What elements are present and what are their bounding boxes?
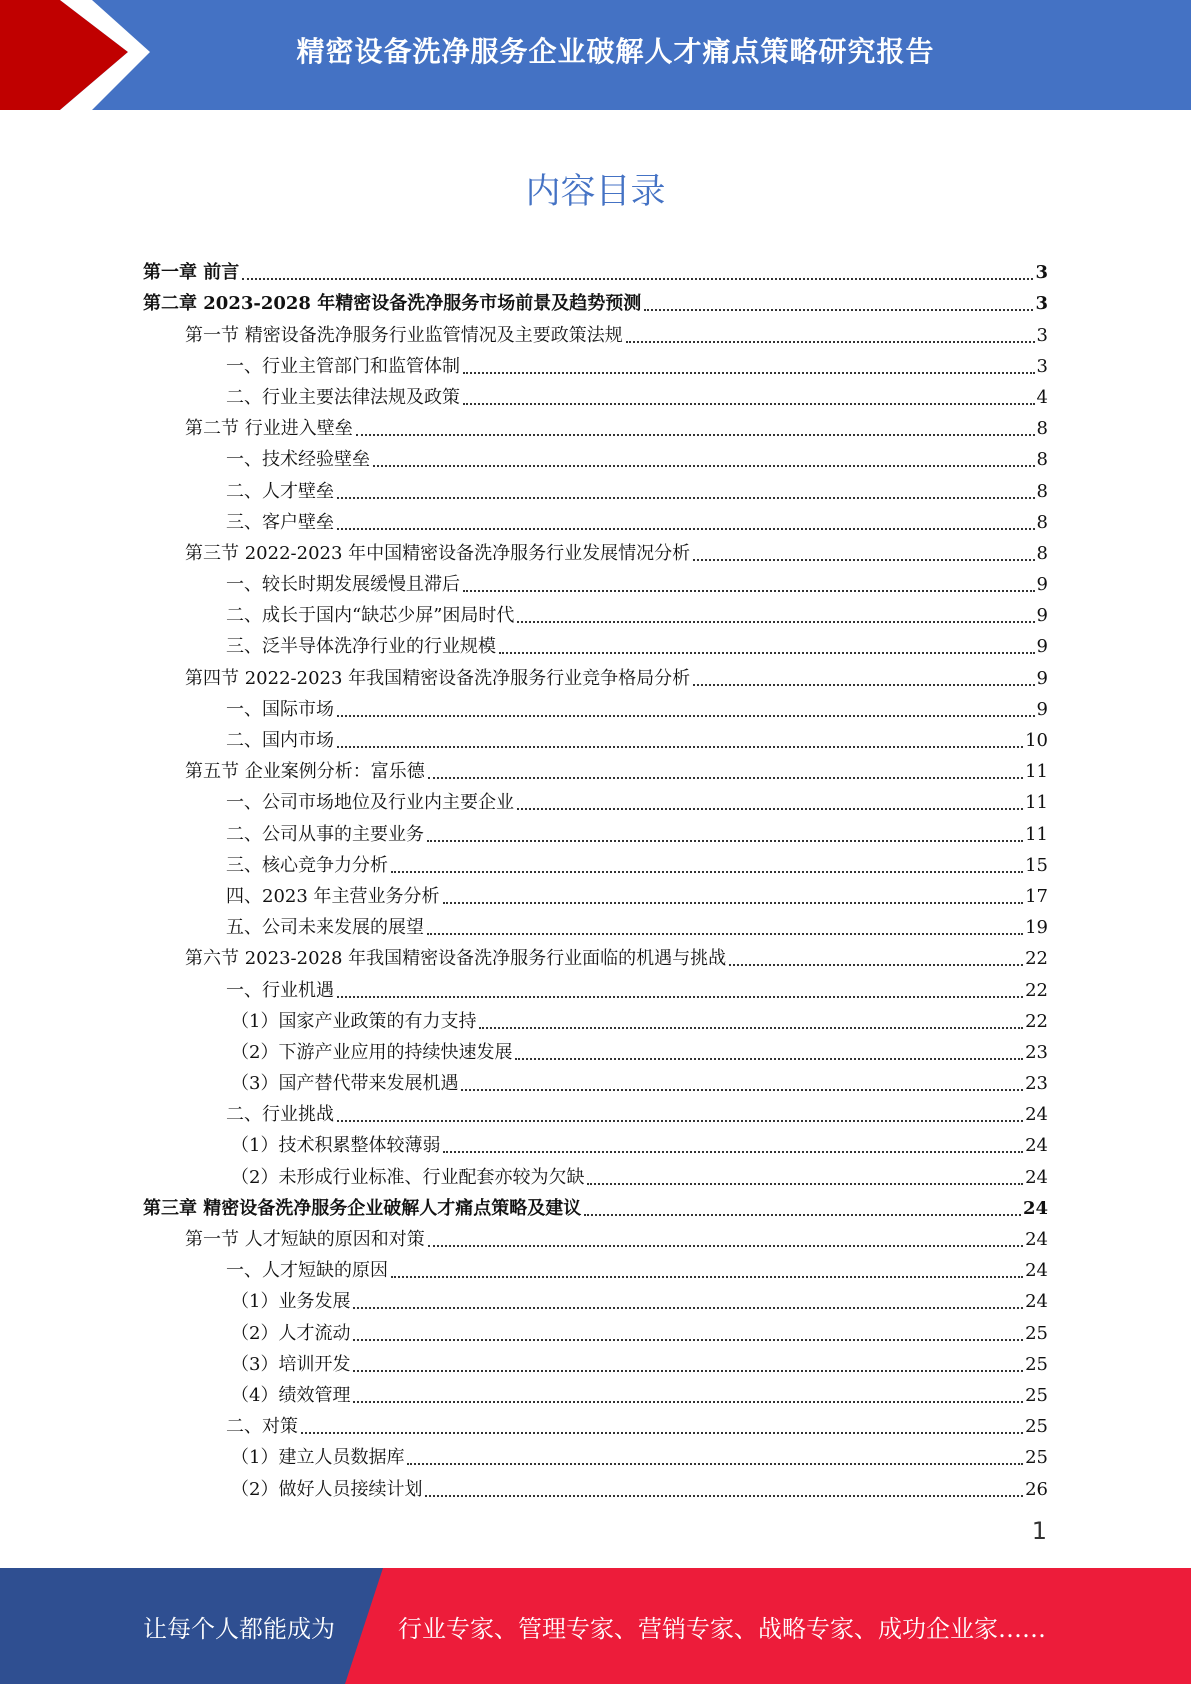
toc-entry[interactable] <box>143 658 1048 689</box>
toc-entry[interactable] <box>143 1438 1048 1469</box>
toc-entry[interactable] <box>143 1251 1048 1282</box>
toc-dot-leader <box>337 996 1023 998</box>
toc-entry-label: 一、较长时期发展缓慢且滞后 <box>226 574 460 596</box>
toc-entry[interactable] <box>143 1220 1048 1251</box>
toc-entry-label: 二、公司从事的主要业务 <box>226 823 424 845</box>
toc-entry[interactable] <box>143 1282 1048 1313</box>
toc-entry[interactable] <box>143 1157 1048 1188</box>
toc-entry-page: 17 <box>1025 885 1048 907</box>
toc-entry-label: 二、行业挑战 <box>226 1104 334 1126</box>
toc-dot-leader <box>463 403 1035 405</box>
toc-entry-page: 9 <box>1036 574 1048 596</box>
toc-entry-page: 25 <box>1025 1447 1048 1469</box>
toc-dot-leader <box>301 1432 1023 1434</box>
toc-entry[interactable] <box>143 846 1048 877</box>
toc-dot-leader <box>515 1058 1023 1060</box>
toc-entry-label: 四、2023 年主营业务分析 <box>226 885 440 907</box>
page-header <box>0 0 1191 110</box>
toc-entry-page: 3 <box>1035 293 1048 315</box>
toc-entry[interactable] <box>143 752 1048 783</box>
toc-entry-label: 三、客户壁垒 <box>226 511 334 533</box>
toc-entry-page: 8 <box>1036 542 1048 564</box>
footer-slogan-right: 行业专家、管理专家、营销专家、战略专家、成功企业家…… <box>398 1614 1046 1643</box>
toc-entry-page: 9 <box>1036 636 1048 658</box>
toc-entry-label: 二、国内市场 <box>226 730 334 751</box>
toc-dot-leader <box>626 341 1035 343</box>
footer-slogan-left: 让每个人都能成为 <box>143 1614 335 1643</box>
toc-dot-leader <box>356 434 1035 436</box>
toc-entry-page: 8 <box>1036 449 1048 471</box>
report-title: 精密设备洗净服务企业破解人才痛点策略研究报告 <box>296 35 935 68</box>
toc-entry-label: （3）国产替代带来发展机遇 <box>231 1073 459 1095</box>
toc-entry[interactable] <box>143 690 1048 721</box>
toc-dot-leader <box>337 1120 1023 1122</box>
toc-entry[interactable] <box>143 970 1048 1001</box>
toc-dot-leader <box>587 1183 1023 1185</box>
toc-entry-label: 二、人才壁垒 <box>226 480 334 502</box>
toc-entry-page: 22 <box>1025 979 1048 1001</box>
toc-dot-leader <box>353 1339 1023 1341</box>
toc-entry-label: 第二节 行业进入壁垒 <box>185 418 353 440</box>
toc-dot-leader <box>337 715 1035 717</box>
toc-entry[interactable] <box>143 1313 1048 1344</box>
toc-entry-page: 25 <box>1025 1416 1048 1438</box>
toc-entry-page: 11 <box>1025 761 1048 783</box>
toc-entry-label: （1）技术积累整体较薄弱 <box>231 1135 441 1157</box>
toc-entry-label: （2）未形成行业标准、行业配套亦较为欠缺 <box>231 1166 585 1188</box>
toc-dot-leader <box>644 309 1033 311</box>
toc-entry[interactable] <box>143 284 1048 315</box>
toc-dot-leader <box>391 871 1023 873</box>
toc-dot-leader <box>353 1307 1023 1309</box>
toc-entry[interactable] <box>143 409 1048 440</box>
toc-dot-leader <box>337 497 1035 499</box>
toc-entry[interactable] <box>143 814 1048 845</box>
toc-entry[interactable] <box>143 908 1048 939</box>
toc-entry-page: 11 <box>1025 792 1048 814</box>
toc-entry[interactable] <box>143 721 1048 752</box>
toc-dot-leader <box>407 1463 1023 1465</box>
toc-entry[interactable] <box>143 253 1048 284</box>
toc-entry-label: 第三章 精密设备洗净服务企业破解人才痛点策略及建议 <box>143 1197 582 1219</box>
toc-entry-label: （1）业务发展 <box>231 1291 351 1313</box>
toc-entry-label: 一、技术经验壁垒 <box>226 449 370 471</box>
toc-entry-label: 第一章 前言 <box>143 262 240 284</box>
toc-entry-page: 25 <box>1025 1322 1048 1344</box>
toc-entry[interactable] <box>143 315 1048 346</box>
page-number: 1 <box>1031 1517 1047 1545</box>
toc-entry-label: 二、行业主要法律法规及政策 <box>226 386 460 408</box>
toc-dot-leader <box>428 777 1023 779</box>
toc-dot-leader <box>479 1027 1023 1029</box>
toc-entry[interactable] <box>143 534 1048 565</box>
toc-entry-label: 三、泛半导体洗净行业的行业规模 <box>226 636 496 658</box>
page-footer <box>0 1568 1191 1684</box>
toc-entry-page: 11 <box>1025 823 1048 845</box>
toc-entry-label: 一、国际市场 <box>226 698 334 720</box>
toc-dot-leader <box>443 902 1024 904</box>
toc-entry-label: （2）下游产业应用的持续快速发展 <box>231 1041 513 1063</box>
toc-entry-label: 第五节 企业案例分析：富乐德 <box>185 761 425 783</box>
toc-entry-page: 23 <box>1025 1041 1048 1063</box>
toc-entry-page: 3 <box>1036 324 1048 346</box>
table-of-contents <box>143 253 1048 1501</box>
toc-entry-page: 15 <box>1025 854 1048 876</box>
toc-entry[interactable] <box>143 503 1048 534</box>
toc-entry-page: 4 <box>1036 386 1048 408</box>
toc-dot-leader <box>693 684 1034 686</box>
toc-entry[interactable] <box>143 347 1048 378</box>
toc-dot-leader <box>337 528 1035 530</box>
toc-entry-page: 9 <box>1036 667 1048 689</box>
toc-entry-page: 22 <box>1025 1010 1048 1032</box>
toc-entry-label: 第六节 2023-2028 年我国精密设备洗净服务行业面临的机遇与挑战 <box>185 948 727 970</box>
toc-dot-leader <box>499 652 1035 654</box>
toc-entry-label: 一、人才短缺的原因 <box>226 1260 388 1282</box>
toc-entry[interactable] <box>143 1126 1048 1157</box>
toc-heading: 内容目录 <box>525 172 666 212</box>
toc-entry-label: （4）绩效管理 <box>231 1384 351 1406</box>
toc-entry-page: 3 <box>1035 262 1048 284</box>
toc-entry-page: 24 <box>1025 1135 1048 1157</box>
toc-dot-leader <box>427 933 1023 935</box>
toc-entry-page: 25 <box>1025 1384 1048 1406</box>
toc-entry-page: 24 <box>1025 1104 1048 1126</box>
toc-entry-label: 一、行业机遇 <box>226 979 334 1001</box>
toc-entry-label: （2）做好人员接续计划 <box>231 1478 423 1500</box>
toc-entry[interactable] <box>143 1345 1048 1376</box>
toc-dot-leader <box>428 1245 1023 1247</box>
toc-dot-leader <box>353 1401 1023 1403</box>
toc-entry[interactable] <box>143 596 1048 627</box>
toc-entry-page: 9 <box>1036 698 1048 720</box>
toc-entry-label: 三、核心竞争力分析 <box>226 854 388 876</box>
toc-entry[interactable] <box>143 939 1048 970</box>
toc-entry-page: 24 <box>1025 1166 1048 1188</box>
toc-entry[interactable] <box>143 1189 1048 1220</box>
toc-entry-label: 第二章 2023-2028 年精密设备洗净服务市场前景及趋势预测 <box>143 293 642 315</box>
toc-entry-page: 9 <box>1036 605 1048 627</box>
toc-entry-page: 3 <box>1036 355 1048 377</box>
toc-entry-page: 24 <box>1025 1260 1048 1282</box>
toc-dot-leader <box>427 840 1023 842</box>
toc-entry[interactable] <box>143 1002 1048 1033</box>
toc-dot-leader <box>463 590 1035 592</box>
toc-entry-page: 8 <box>1036 511 1048 533</box>
toc-entry-page: 24 <box>1025 1229 1048 1250</box>
toc-entry-label: 一、行业主管部门和监管体制 <box>226 355 460 377</box>
toc-entry[interactable] <box>143 1407 1048 1438</box>
toc-entry-label: 一、公司市场地位及行业内主要企业 <box>226 792 514 814</box>
toc-entry-label: 第一节 精密设备洗净服务行业监管情况及主要政策法规 <box>185 324 623 346</box>
toc-entry-page: 10 <box>1025 730 1048 751</box>
toc-entry-label: 二、对策 <box>226 1416 298 1438</box>
toc-entry-page: 22 <box>1025 948 1048 970</box>
toc-entry[interactable] <box>143 877 1048 908</box>
toc-entry-label: 第四节 2022-2023 年我国精密设备洗净服务行业竞争格局分析 <box>185 667 691 689</box>
toc-entry[interactable] <box>143 1033 1048 1064</box>
toc-entry[interactable] <box>143 440 1048 471</box>
toc-entry-page: 26 <box>1025 1478 1048 1500</box>
toc-entry-page: 19 <box>1025 917 1048 939</box>
toc-dot-leader <box>443 1151 1023 1153</box>
toc-entry-label: 五、公司未来发展的展望 <box>226 917 424 939</box>
toc-entry-label: 二、成长于国内“缺芯少屏”困局时代 <box>226 605 515 627</box>
toc-entry-label: （1）国家产业政策的有力支持 <box>231 1010 477 1032</box>
toc-entry-page: 8 <box>1036 480 1048 502</box>
toc-entry-page: 24 <box>1025 1291 1048 1313</box>
toc-dot-leader <box>461 1089 1023 1091</box>
toc-entry[interactable] <box>143 565 1048 596</box>
toc-entry[interactable] <box>143 378 1048 409</box>
toc-entry[interactable] <box>143 1376 1048 1407</box>
toc-entry[interactable] <box>143 1469 1048 1500</box>
toc-entry[interactable] <box>143 1095 1048 1126</box>
toc-entry-page: 24 <box>1022 1197 1048 1219</box>
toc-dot-leader <box>517 808 1023 810</box>
toc-entry-page: 23 <box>1025 1073 1048 1095</box>
toc-entry-page: 8 <box>1036 418 1048 440</box>
toc-dot-leader <box>693 559 1034 561</box>
toc-dot-leader <box>463 372 1035 374</box>
toc-entry[interactable] <box>143 627 1048 658</box>
toc-entry[interactable] <box>143 783 1048 814</box>
toc-dot-leader <box>242 278 1033 280</box>
toc-dot-leader <box>373 465 1035 467</box>
toc-dot-leader <box>517 621 1034 623</box>
toc-entry-label: （3）培训开发 <box>231 1353 351 1375</box>
toc-entry[interactable] <box>143 1064 1048 1095</box>
toc-entry-label: 第一节 人才短缺的原因和对策 <box>185 1229 425 1250</box>
toc-entry-page: 25 <box>1025 1353 1048 1375</box>
toc-dot-leader <box>425 1495 1023 1497</box>
toc-dot-leader <box>353 1370 1023 1372</box>
toc-entry-label: 第三节 2022-2023 年中国精密设备洗净服务行业发展情况分析 <box>185 542 691 564</box>
toc-entry[interactable] <box>143 471 1048 502</box>
toc-dot-leader <box>337 746 1023 748</box>
toc-dot-leader <box>391 1276 1023 1278</box>
toc-entry-label: （2）人才流动 <box>231 1322 351 1344</box>
toc-entry-label: （1）建立人员数据库 <box>231 1447 405 1469</box>
toc-dot-leader <box>729 964 1023 966</box>
toc-dot-leader <box>584 1214 1021 1216</box>
